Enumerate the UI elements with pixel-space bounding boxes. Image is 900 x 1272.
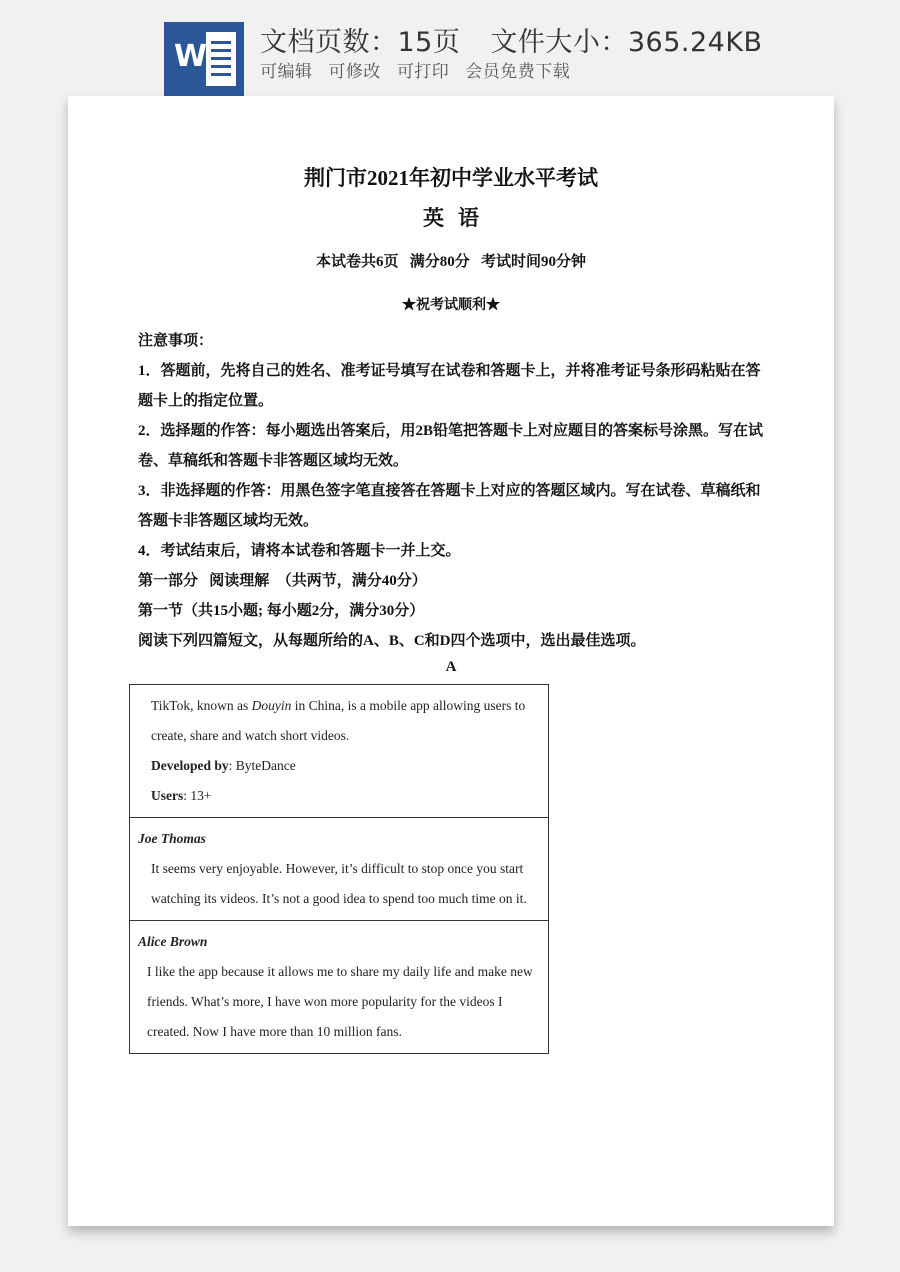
feature-list [260,57,580,82]
part-heading: 第一部分 阅读理解 （共两节，满分40分） [138,573,427,589]
feature-member-download: 会员免费下载 [465,62,571,82]
app-users: Users: 13+ [151,788,212,803]
exam-blessing: ★祝考试顺利★ [402,298,500,313]
app-chinese-name: Douyin [251,698,292,713]
document-page [68,96,834,1226]
app-intro: TikTok, known as Douyin in China, is a mobile app allowing users to create, share and watch short videos. [151,698,526,743]
page-count: 文档页数：15页 [260,27,461,58]
passage-label: A [445,659,457,675]
review-cell [130,818,548,921]
feature-editable: 可编辑 [260,62,313,82]
app-developer: Developed by: ByteDance [151,758,296,773]
feature-modifiable: 可修改 [328,62,381,82]
reading-instruction: 阅读下列四篇短文，从每题所给的A、B、C和D四个选项中，选出最佳选项。 [138,633,646,649]
review-text: It seems very enjoyable. However, it’s difficult to stop once you start watching its videos. It’s not a good idea to spend too much time on it. [151,861,527,906]
note-item: 1．答题前，先将自己的姓名、准考证号填写在试卷和答题卡上，并将准考证号条形码粘贴在答题卡上的指定位置。 [138,363,761,409]
review-text: I like the app because it allows me to share my daily life and make new friends. What’s more, I have won more popularity for the videos I created. Now I have more than 10 million fans. [147,964,533,1039]
reviewer-name: Joe Thomas [138,831,206,846]
exam-instructions [138,326,768,656]
exam-info: 本试卷共6页 满分80分 考试时间90分钟 [315,254,586,270]
reviewer-name: Alice Brown [138,934,208,949]
review-cell [130,921,548,1053]
section-heading: 第一节（共15小题; 每小题2分，满分30分） [138,603,425,619]
feature-printable: 可打印 [396,62,450,82]
file-info-title [260,20,763,59]
download-banner [0,0,900,96]
passage-a-box [129,684,549,1054]
notes-heading: 注意事项： [138,333,214,349]
exam-title: 荆门市2021年初中学业水平考试 [304,166,598,190]
word-logo-letter: W [174,39,208,74]
file-size: 文件大小：365.24KB [490,27,763,58]
app-intro-cell [130,685,548,818]
note-item: 2．选择题的作答：每小题选出答案后，用2B铅笔把答题卡上对应题目的答案标号涂黑。写在试卷、草稿纸和答题卡非答题区域均无效。 [138,423,764,469]
exam-subject: 英语 [423,206,493,230]
note-item: 3．非选择题的作答：用黑色签字笔直接答在答题卡上对应的答题区域内。写在试卷、草稿纸和答题卡非答题区域均无效。 [138,483,761,529]
note-item: 4．考试结束后，请将本试卷和答题卡一并上交。 [138,543,461,559]
word-document-icon [164,22,244,96]
